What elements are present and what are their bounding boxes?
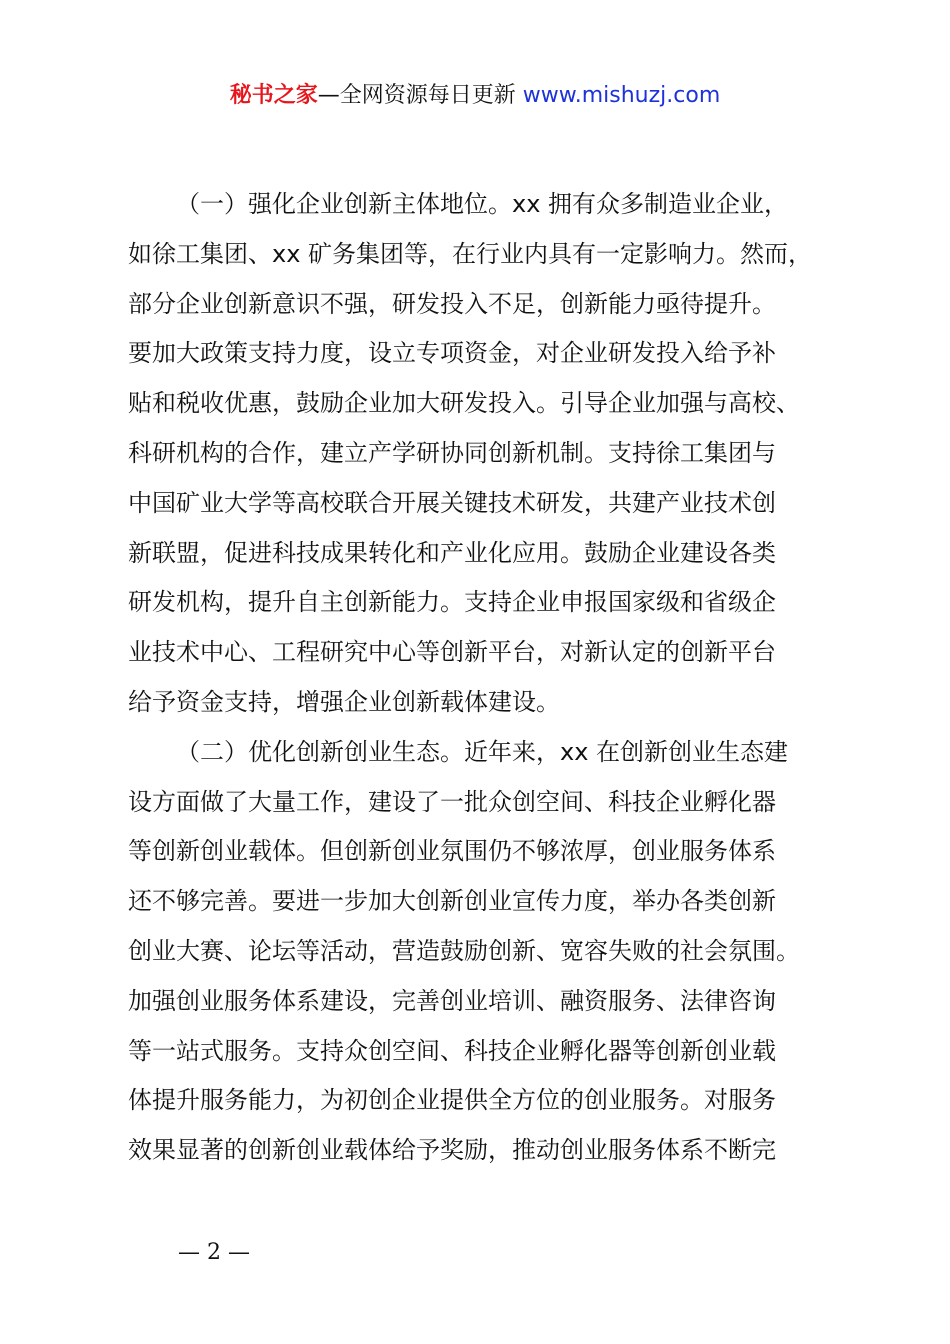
paragraph-1-line-9: 研发机构，提升自主创新能力。支持企业申报国家级和省级企 — [128, 588, 776, 617]
paragraph-2-line-7: 等一站式服务。支持众创空间、科技企业孵化器等创新创业载 — [128, 1036, 776, 1065]
paragraph-1-line-3: 部分企业创新意识不强，研发投入不足，创新能力亟待提升。 — [128, 289, 776, 318]
paragraph-2-line-1: （二）优化创新创业生态。近年来，xx 在创新创业生态建 — [176, 737, 789, 766]
site-url: www.mishuzj.com — [522, 83, 721, 108]
paragraph-1-line-8: 新联盟，促进科技成果转化和产业化应用。鼓励企业建设各类 — [128, 538, 776, 567]
paragraph-1-line-2: 如徐工集团、xx 矿务集团等，在行业内具有一定影响力。然而， — [128, 239, 813, 268]
site-tagline: —全网资源每日更新 — [317, 83, 523, 108]
paragraph-2-line-9: 效果显著的创新创业载体给予奖励，推动创业服务体系不断完 — [128, 1136, 776, 1165]
page-number: — 2 — — [178, 1240, 250, 1265]
paragraph-1-line-5: 贴和税收优惠，鼓励企业加大研发投入。引导企业加强与高校、 — [128, 389, 800, 418]
paragraph-1-line-1: （一）强化企业创新主体地位。xx 拥有众多制造业企业， — [176, 190, 789, 218]
document-body — [128, 180, 838, 1176]
paragraph-2-line-2: 设方面做了大量工作，建设了一批众创空间、科技企业孵化器 — [128, 787, 776, 816]
paragraph-1-line-6: 科研机构的合作，建立产学研协同创新机制。支持徐工集团与 — [128, 438, 776, 467]
paragraph-2-line-8: 体提升服务能力，为初创企业提供全方位的创业服务。对服务 — [128, 1086, 776, 1115]
paragraph-2-line-6: 加强创业服务体系建设，完善创业培训、融资服务、法律咨询 — [128, 986, 776, 1015]
paragraph-1-line-11: 给予资金支持，增强企业创新载体建设。 — [128, 687, 560, 716]
paragraph-1-line-4: 要加大政策支持力度，设立专项资金，对企业研发投入给予补 — [128, 339, 776, 368]
paragraph-1-line-7: 中国矿业大学等高校联合开展关键技术研发，共建产业技术创 — [128, 488, 776, 517]
site-watermark-header — [0, 80, 950, 112]
paragraph-2-line-4: 还不够完善。要进一步加大创新创业宣传力度，举办各类创新 — [128, 887, 776, 916]
paragraph-1-line-10: 业技术中心、工程研究中心等创新平台，对新认定的创新平台 — [128, 638, 776, 667]
site-brand-name: 秘书之家 — [229, 83, 318, 108]
paragraph-2-line-3: 等创新创业载体。但创新创业氛围仍不够浓厚，创业服务体系 — [128, 837, 776, 866]
paragraph-2-line-5: 创业大赛、论坛等活动，营造鼓励创新、宽容失败的社会氛围。 — [128, 936, 800, 965]
